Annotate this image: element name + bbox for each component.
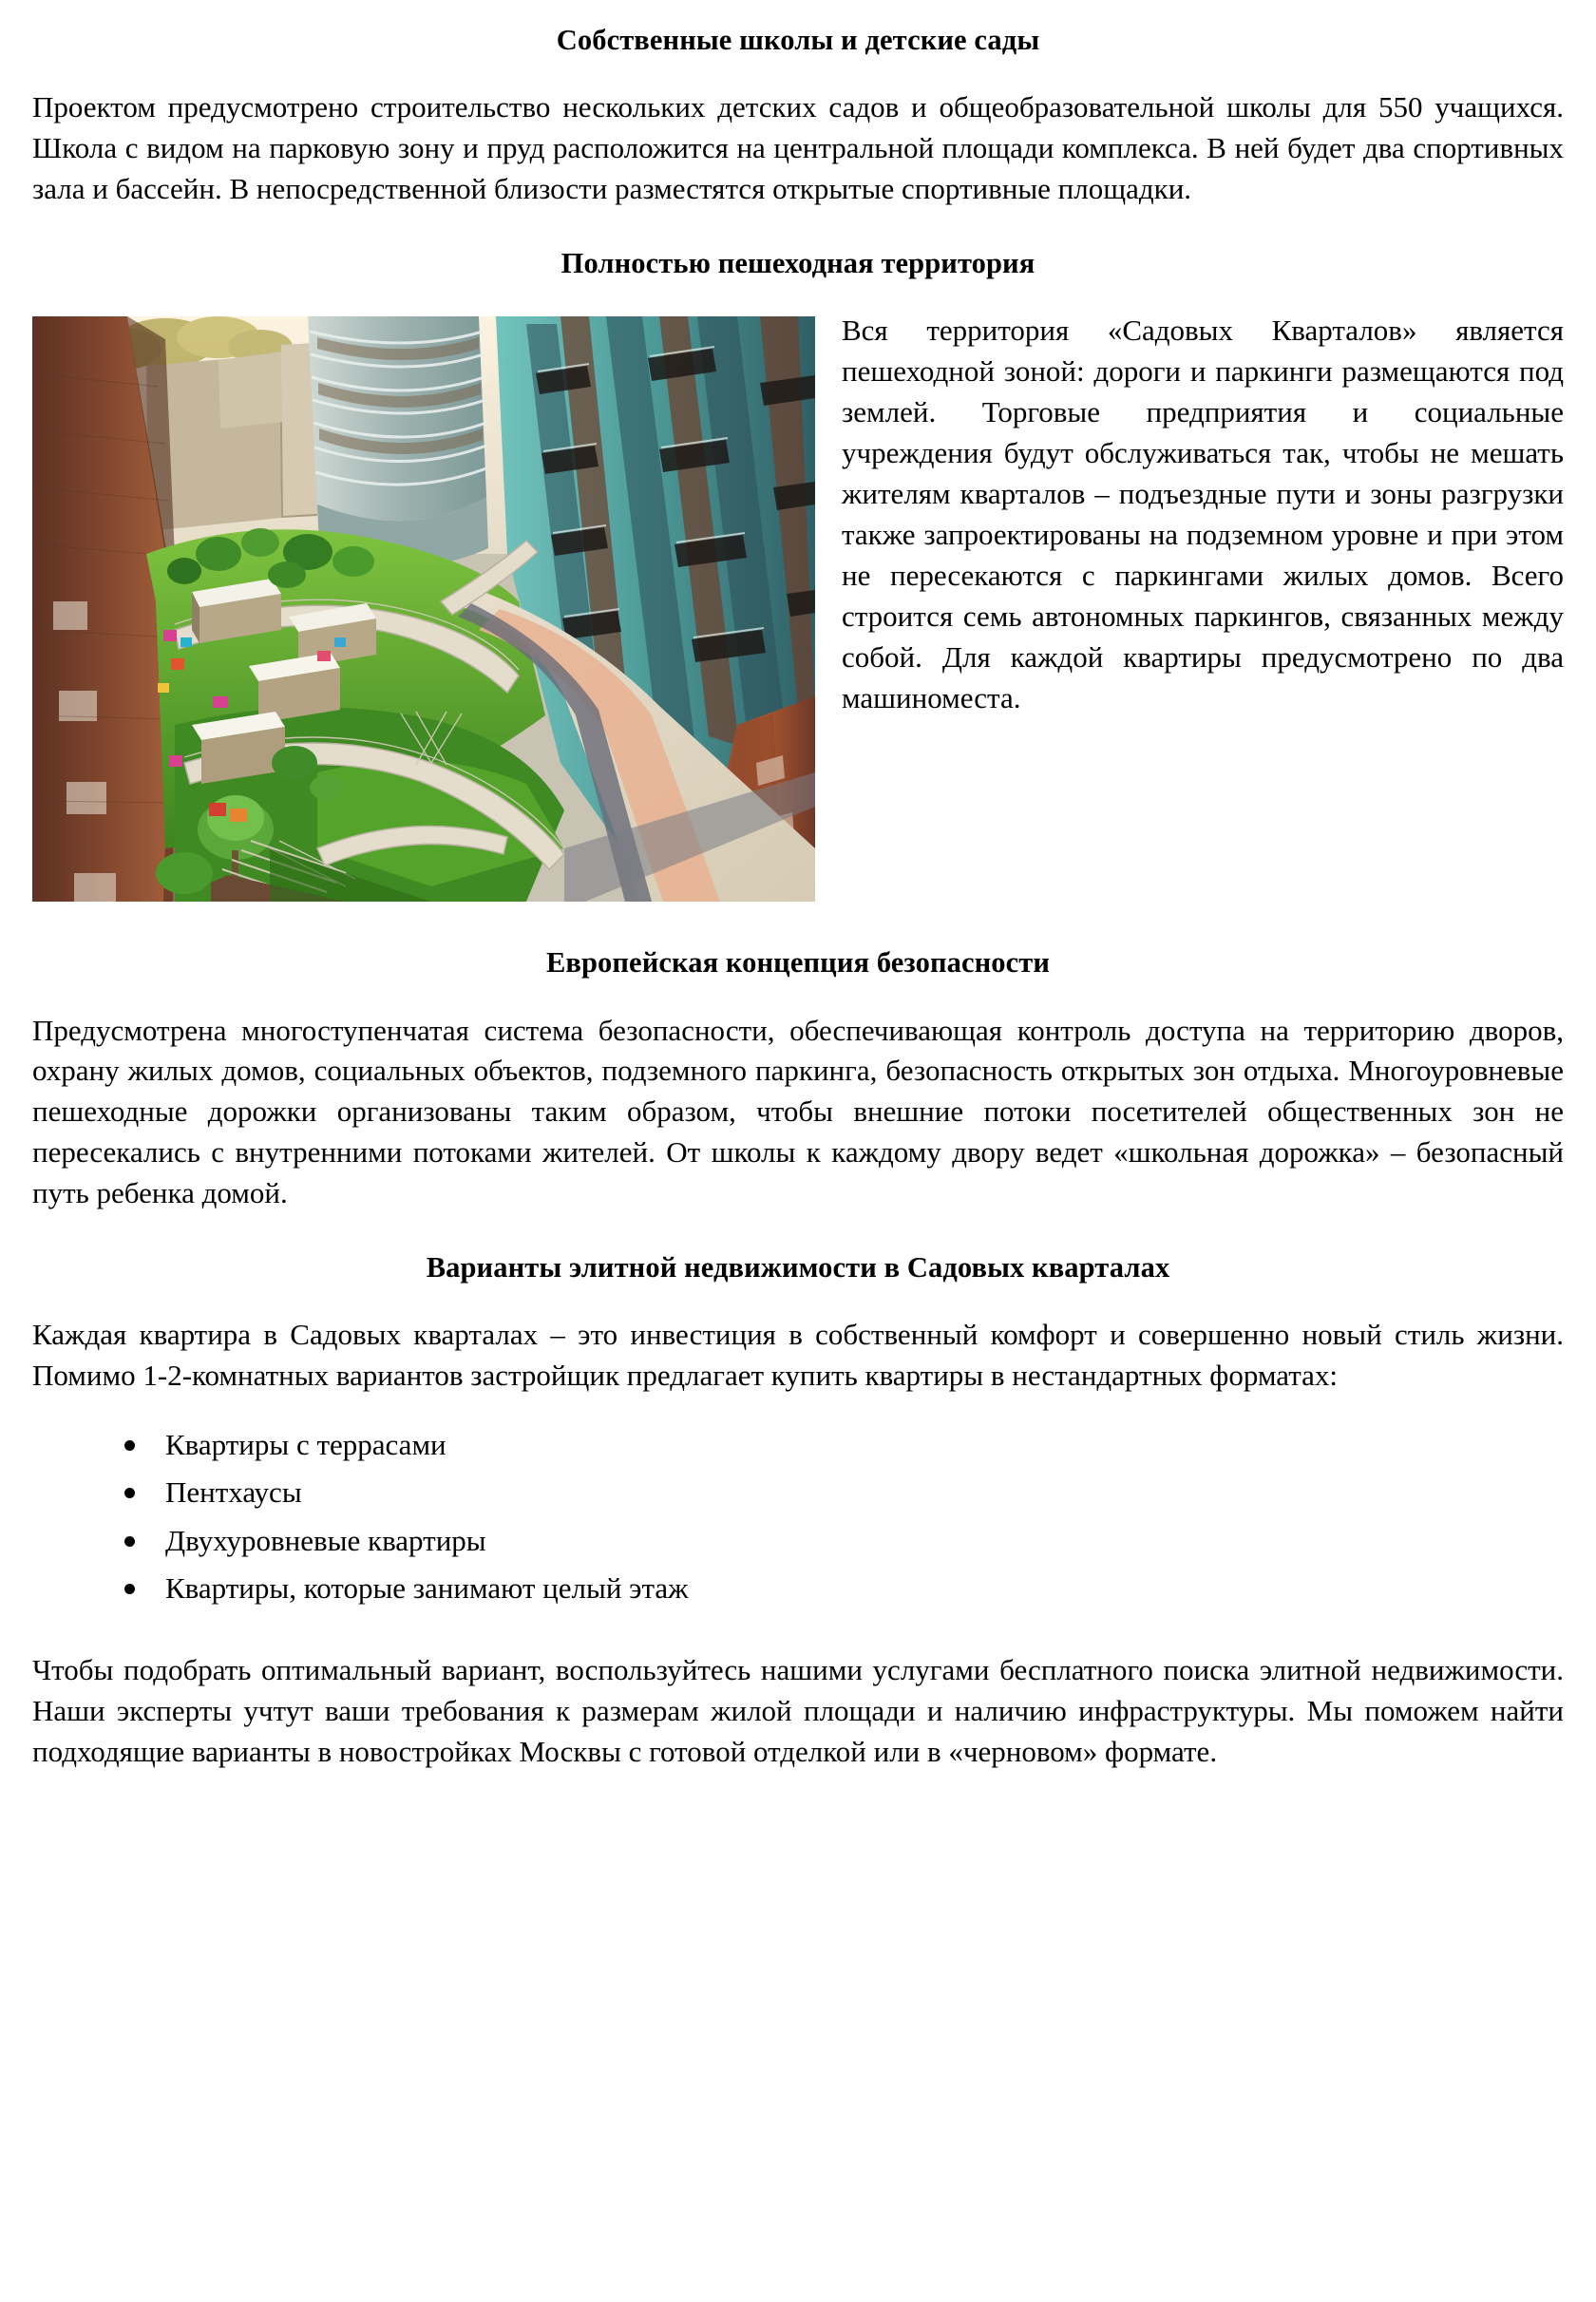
list-item-label: Двухуровневые квартиры [165, 1523, 486, 1557]
spacer-after-heading-security [32, 982, 1564, 1011]
spacer-after-heading-options [32, 1286, 1564, 1315]
bullet-icon [124, 1488, 135, 1498]
top-spacer [32, 0, 1564, 21]
list-item [32, 1425, 1564, 1465]
feature-list [32, 1425, 1564, 1608]
heading-pedestrian: Полностью пешеходная территория [560, 247, 1036, 280]
paragraph-security: Предусмотрена многоступенчатая система безопасности, обеспечивающая контроль доступа на территорию дворов, охрану жилых домов, социальных объектов, подземного паркинга, безопасность открытых зон отдыха. Многоуровневые пешеходные дорожки организованы таким образом, чтобы внешние потоки посетителей общественных зон не пересекались с внутренними потоками жителей. От школы к каждому двору ведет «школьная дорожка» – безопасный путь ребенка домой. [32, 1013, 1564, 1210]
bullet-icon [124, 1584, 135, 1594]
heading-security: Европейская концепция безопасности [545, 946, 1051, 980]
courtyard-rendering-image [32, 316, 815, 902]
spacer-before-heading-options [32, 1214, 1564, 1248]
spacer-before-closing-paragraph [32, 1616, 1564, 1650]
bullet-icon [124, 1440, 135, 1451]
paragraph-schools: Проектом предусмотрено строительство нескольких детских садов и общеобразовательной школы для 550 учащихся. Школа с видом на парковую зону и пруд расположится на центральной площади комплекса. В ней будет два спортивных зала и бассейн. В непосредственной близости разместятся открытые спортивные площадки. [32, 90, 1564, 206]
heading-options: Варианты элитной недвижимости в Садовых кварталах [426, 1251, 1170, 1284]
spacer-before-heading-security [32, 909, 1564, 943]
paragraph-pedestrian: Вся территория «Садовых Кварталов» является пешеходной зоной: дороги и паркинги размещаются под землей. Торговые предприятия и социальные учреждения будут обслуживаться так, чтобы не мешать жителям кварталов – подъездные пути и зоны разгрузки также запроектированы на подземном уровне и при этом не пересекаются с паркингами жилых домов. Всего строится семь автономных паркингов, связанных между собой. Для каждой квартиры предусмотрено по два машиноместа. [842, 314, 1564, 714]
spacer-after-heading-pedestrian [32, 282, 1564, 311]
list-item [32, 1473, 1564, 1512]
list-item [32, 1569, 1564, 1608]
courtyard-rendering-svg [32, 316, 815, 902]
paragraph-options-intro: Каждая квартира в Садовых кварталах – это инвестиция в собственный комфорт и совершенно новый стиль жизни. Помимо 1-2-комнатных вариантов застройщик предлагает купить квартиры в нестандартных форматах: [32, 1318, 1564, 1393]
spacer-before-heading-pedestrian [32, 210, 1564, 244]
spacer-after-heading-schools [32, 59, 1564, 87]
glass-tower [308, 316, 488, 565]
list-item-label: Квартиры, которые занимают целый этаж [165, 1570, 689, 1605]
paragraph-options-closing: Чтобы подобрать оптимальный вариант, воспользуйтесь нашими услугами бесплатного поиска элитной недвижимости. Наши эксперты учтут ваши требования к размерам жилой площади и наличию инфраструктуры. Мы поможем найти подходящие варианты в новостройках Москвы с готовой отделкой или в «черновом» формате. [32, 1652, 1564, 1768]
spacer-before-feature-list [32, 1397, 1564, 1425]
pedestrian-block [32, 311, 1564, 909]
left-brick-building [32, 316, 177, 902]
list-item-label: Пентхаусы [165, 1475, 302, 1510]
heading-schools: Собственные школы и детские сады [556, 24, 1040, 56]
list-item-label: Квартиры с террасами [165, 1428, 446, 1462]
list-item [32, 1521, 1564, 1561]
bullet-icon [124, 1536, 135, 1547]
